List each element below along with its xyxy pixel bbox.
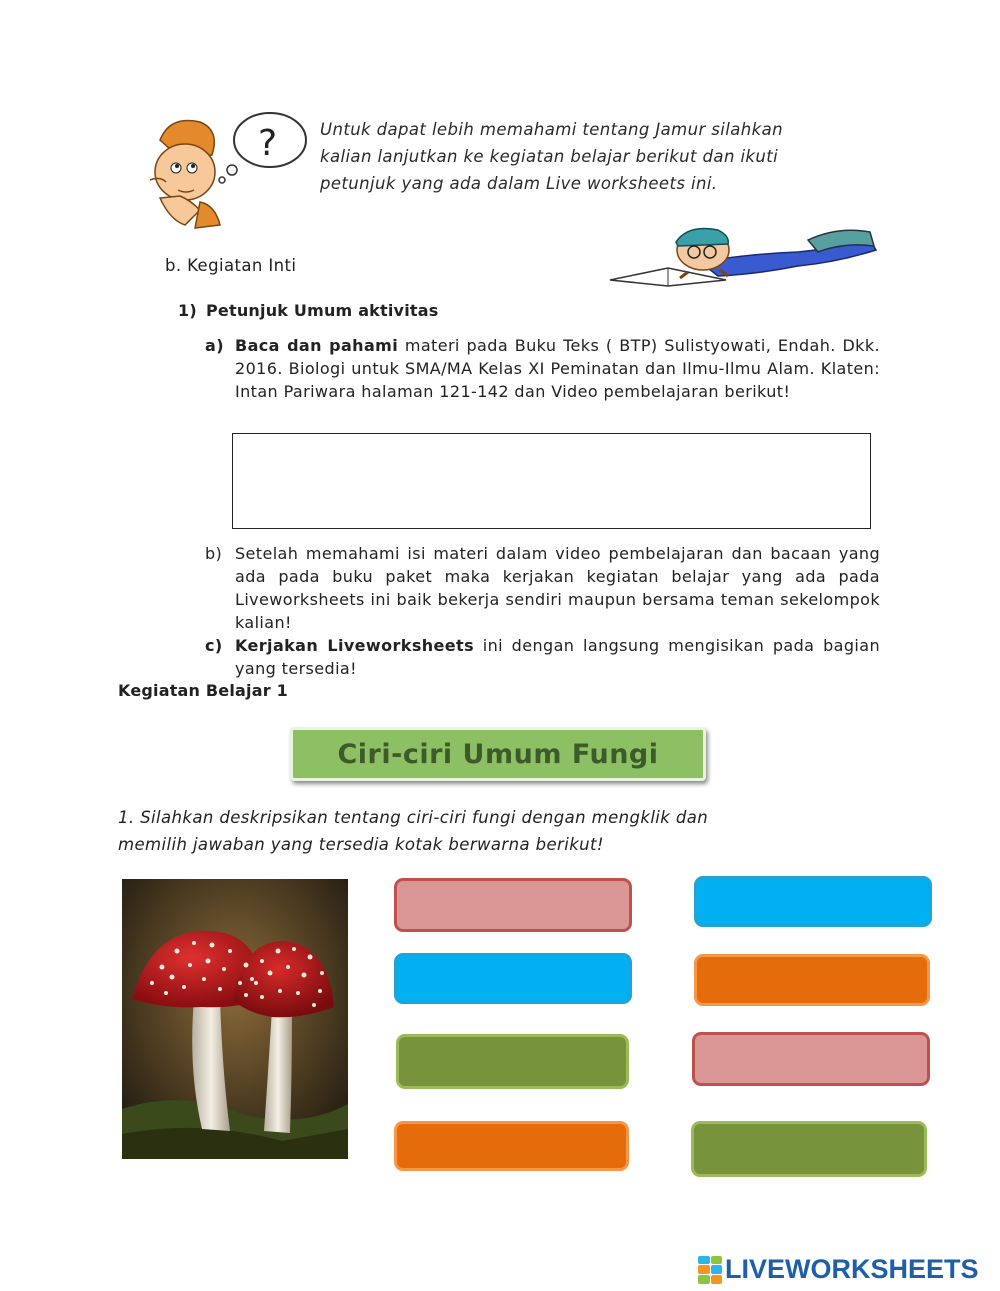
list-body-a: materi pada Buku Teks ( BTP) Sulistyowati, Endah. Dkk. 2016. Biologi untuk SMA/MA Kelas XI Peminatan dan Ilmu-Ilmu Alam. Klaten: Intan Pariwara halaman 121-142 dan Video pembelajaran berikut! <box>235 336 880 401</box>
list-body-c: ini dengan langsung mengisikan pada bagian yang tersedia! <box>235 636 881 678</box>
list-item-b <box>205 542 880 634</box>
question-1-line-2: memilih jawaban yang tersedia kotak berwarna berikut! <box>118 835 604 854</box>
list-item-c <box>205 634 880 680</box>
reading-boy-illustration <box>608 222 880 288</box>
video-embed-box[interactable] <box>232 433 871 529</box>
list-marker-c: c) <box>205 636 223 655</box>
topic-title-banner: Ciri-ciri Umum Fungi <box>290 727 706 781</box>
answer-box-left-1[interactable] <box>394 878 632 932</box>
list-text-a <box>235 334 880 403</box>
liveworksheets-logo <box>698 1254 979 1285</box>
question-1 <box>118 804 838 858</box>
thinking-boy-illustration <box>140 110 310 230</box>
mushroom-photo <box>122 879 348 1159</box>
list-item-a <box>205 334 880 403</box>
liveworksheets-logo-icon <box>698 1256 722 1284</box>
svg-text:?: ? <box>258 123 278 164</box>
section-kegiatan-inti: b. Kegiatan Inti <box>165 256 297 275</box>
list-text-b: Setelah memahami isi materi dalam video pembelajaran dan bacaan yang ada pada buku paket maka kerjakan kegiatan belajar yang ada pada Liveworksheets ini baik bekerja sendiri maupun bersama teman sekelompok kalian! <box>235 544 880 632</box>
answer-box-right-2[interactable] <box>694 954 930 1006</box>
list-bold-a: Baca dan pahami <box>235 336 399 355</box>
kegiatan-belajar-title: Kegiatan Belajar 1 <box>118 681 288 700</box>
petunjuk-number: 1) <box>178 301 197 320</box>
list-marker-b: b) <box>205 544 223 563</box>
answer-box-right-1[interactable] <box>694 876 932 927</box>
answer-box-right-3[interactable] <box>692 1032 930 1086</box>
intro-paragraph <box>320 116 880 197</box>
list-marker-a: a) <box>205 336 224 355</box>
intro-line-2: kalian lanjutkan ke kegiatan belajar berikut dan ikuti <box>320 147 779 166</box>
question-1-line-1: 1. Silahkan deskripsikan tentang ciri-ciri fungi dengan mengklik dan <box>118 808 709 827</box>
list-text-c <box>235 634 880 680</box>
answer-box-left-3[interactable] <box>396 1034 629 1089</box>
answer-box-left-2[interactable] <box>394 953 632 1004</box>
petunjuk-title: Petunjuk Umum aktivitas <box>206 301 439 320</box>
intro-line-3: petunjuk yang ada dalam Live worksheets ini. <box>320 174 718 193</box>
intro-line-1: Untuk dapat lebih memahami tentang Jamur silahkan <box>320 120 783 139</box>
answer-box-left-4[interactable] <box>394 1121 629 1171</box>
list-bold-c: Kerjakan Liveworksheets <box>235 636 475 655</box>
answer-box-right-4[interactable] <box>691 1121 927 1177</box>
petunjuk-heading <box>178 301 438 320</box>
liveworksheets-logo-text: LIVEWORKSHEETS <box>725 1254 979 1284</box>
